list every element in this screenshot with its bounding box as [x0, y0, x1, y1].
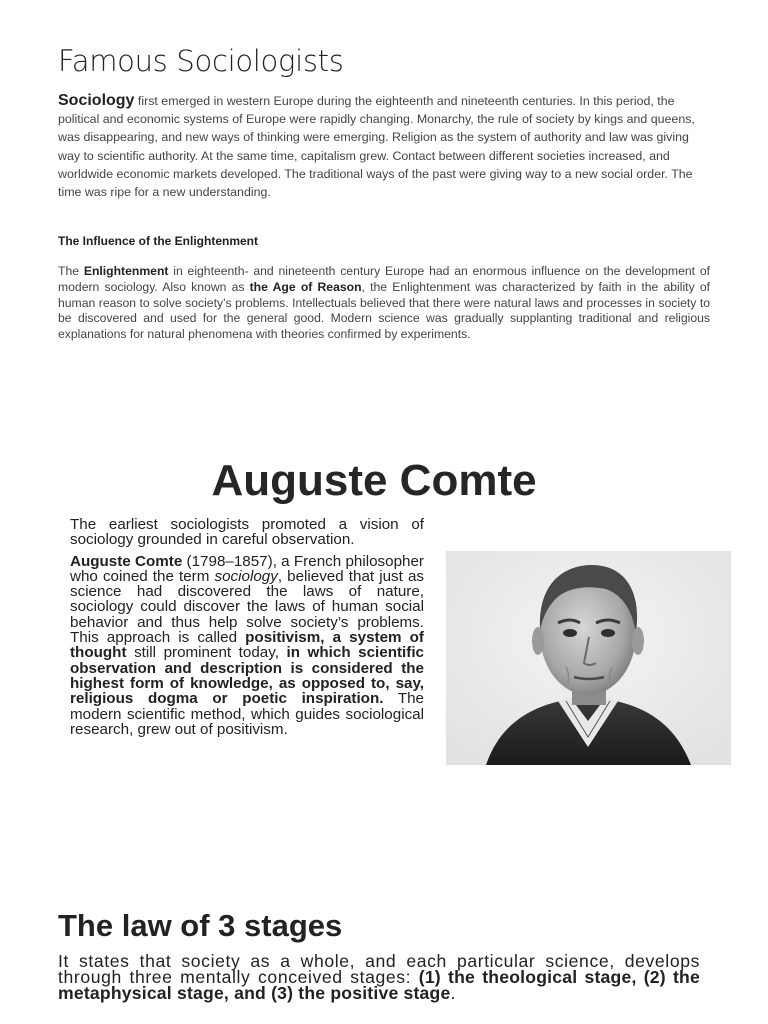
comte-title: Auguste Comte: [211, 456, 537, 505]
comte-text-b: , believed that just as science had discovered the laws of nature, sociology could discover the laws of human social behavior and thus help solve society’s problems. This approach is called: [70, 567, 424, 647]
comte-text-d: The modern scientific method, which guides sociological research, grew out of positivism.: [70, 690, 424, 738]
stages-list: (1) the theological stage, (2) the metaphysical stage, and (3) the positive stage: [58, 967, 700, 1003]
term-sociology: sociology: [214, 567, 278, 585]
enl-text-2: in eighteenth- and nineteenth century Europe had an enormous influence on the development of modern sociology. Also known as: [58, 264, 710, 294]
enl-text-3: , the Enlightenment was characterized by faith in the ability of human reason to solve society’s problems. Intellectuals believed that there were natural laws and processes in society to be discovered and used for the general good. Modern science was gradually supplanting traditional and religious explanations for natural phenomena with theories confirmed by experiments.: [58, 279, 710, 342]
intro-paragraph: [58, 92, 710, 201]
positivism-definition: in which scientific observation and description is considered the highest form of knowledge, as opposed to, say, religious dogma or poetic inspiration.: [70, 644, 424, 708]
enl-term-enlightenment: Enlightenment: [83, 264, 169, 278]
comte-text-a: (1798–1857), a French philosopher who coined the term: [70, 552, 424, 585]
page-title: Famous Sociologists: [58, 44, 344, 78]
law-of-stages-title: The law of 3 stages: [58, 908, 343, 943]
law-of-stages-text: [58, 953, 700, 1001]
enlightenment-heading: The Influence of the Enlightenment: [58, 234, 259, 248]
comte-name: Auguste Comte: [70, 552, 183, 570]
comte-comma: ,: [320, 629, 333, 647]
comte-para-2: [70, 554, 424, 738]
stages-text-a: It states that society as a whole, and each particular science, develops through three mentally conceived stages:: [58, 951, 700, 987]
comte-para-1: The earliest sociologists promoted a vision of sociology grounded in careful observation.: [70, 516, 424, 549]
term-positivism: positivism: [245, 629, 321, 647]
term-system-of-thought: a system of thought: [70, 629, 424, 662]
stages-text-end: .: [450, 983, 456, 1003]
intro-text: first emerged in western Europe during the eighteenth and nineteenth centuries. In this period, the political and economic systems of Europe were rapidly changing. Monarchy, the rule of society by kings and queens, was disappearing, and new ways of thinking were emerging. Religion as the system of authority and law was giving way to scientific authority. At the same time, capitalism grew. Contact between different societies increased, and worldwide economic markets developed. The traditional ways of the past were giving way to a new social order. The time was ripe for a new understanding.: [58, 94, 695, 200]
enlightenment-paragraph: [58, 264, 710, 343]
comte-text-c: still prominent today,: [126, 644, 287, 662]
intro-lead-term: Sociology: [58, 92, 135, 109]
enl-term-age-of-reason: the Age of Reason: [249, 279, 362, 294]
comte-portrait: [446, 551, 731, 765]
comte-text-block: [70, 517, 424, 743]
enl-text-1: The: [58, 264, 84, 278]
